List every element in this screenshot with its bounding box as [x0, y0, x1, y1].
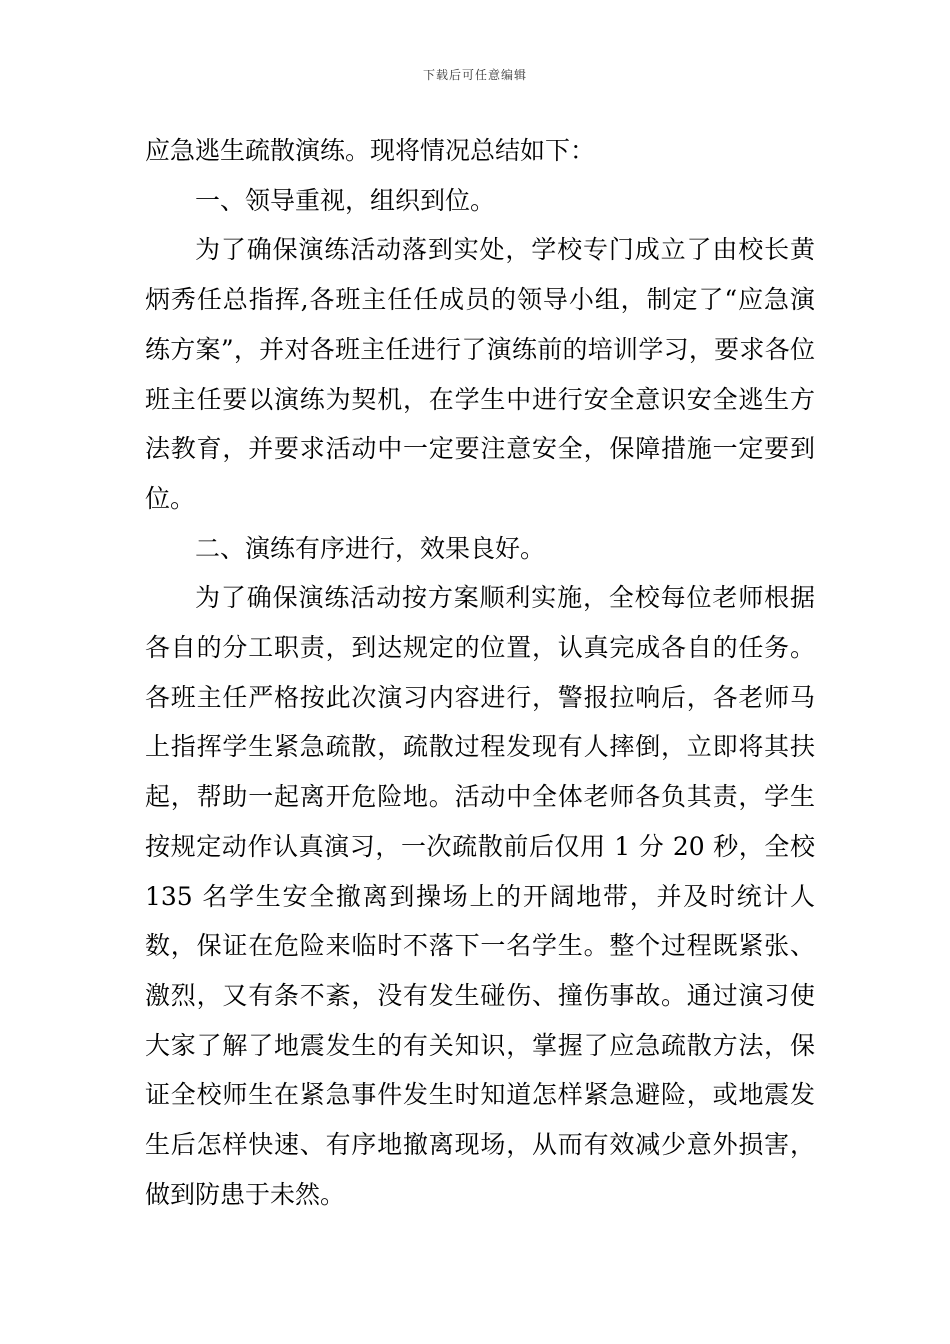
paragraph-section-1: 为了确保演练活动落到实处，学校专门成立了由校长黄炳秀任总指挥,各班主任任成员的领导小组，制定了“应急演练方案”，并对各班主任进行了演练前的培训学习，要求各位班主任要以演练为契机，在学生中进行安全意识安全逃生方法教育，并要求活动中一定要注意安全，保障措施一定要到位。 [145, 235, 815, 513]
page-header: 下载后可任意编辑 [422, 68, 527, 82]
paragraph-section-2: 为了确保演练活动按方案顺利实施，全校每位老师根据各自的分工职责，到达规定的位置，认真完成各自的任务。各班主任严格按此次演习内容进行，警报拉响后，各老师马上指挥学生紧急疏散，疏散过程发现有人摔倒，立即将其扶起，帮助一起离开危险地。活动中全体老师各负其责，学生按规定动作认真演习，一次疏散前后仅用 1 分 20 秒，全校 135 名学生安全撤离到操场上的开阔地带，并及时统计人数，保证在危险来临时不落下一名学生。整个过程既紧张、激烈，又有条不紊，没有发生碰伤、撞伤事故。通过演习使大家了解了地震发生的有关知识，掌握了应急疏散方法，保证全校师生在紧急事件发生时知道怎样紧急避险，或地震发生后怎样快速、有序地撤离现场，从而有效减少意外损害，做到防患于未然。 [145, 583, 815, 1209]
document-body [145, 126, 815, 1219]
section-heading-2: 二、演练有序进行，效果良好。 [195, 533, 546, 563]
paragraph-intro-continuation: 应急逃生疏散演练。现将情况总结如下： [145, 136, 596, 165]
section-heading-1: 一、领导重视，组织到位。 [195, 185, 496, 215]
